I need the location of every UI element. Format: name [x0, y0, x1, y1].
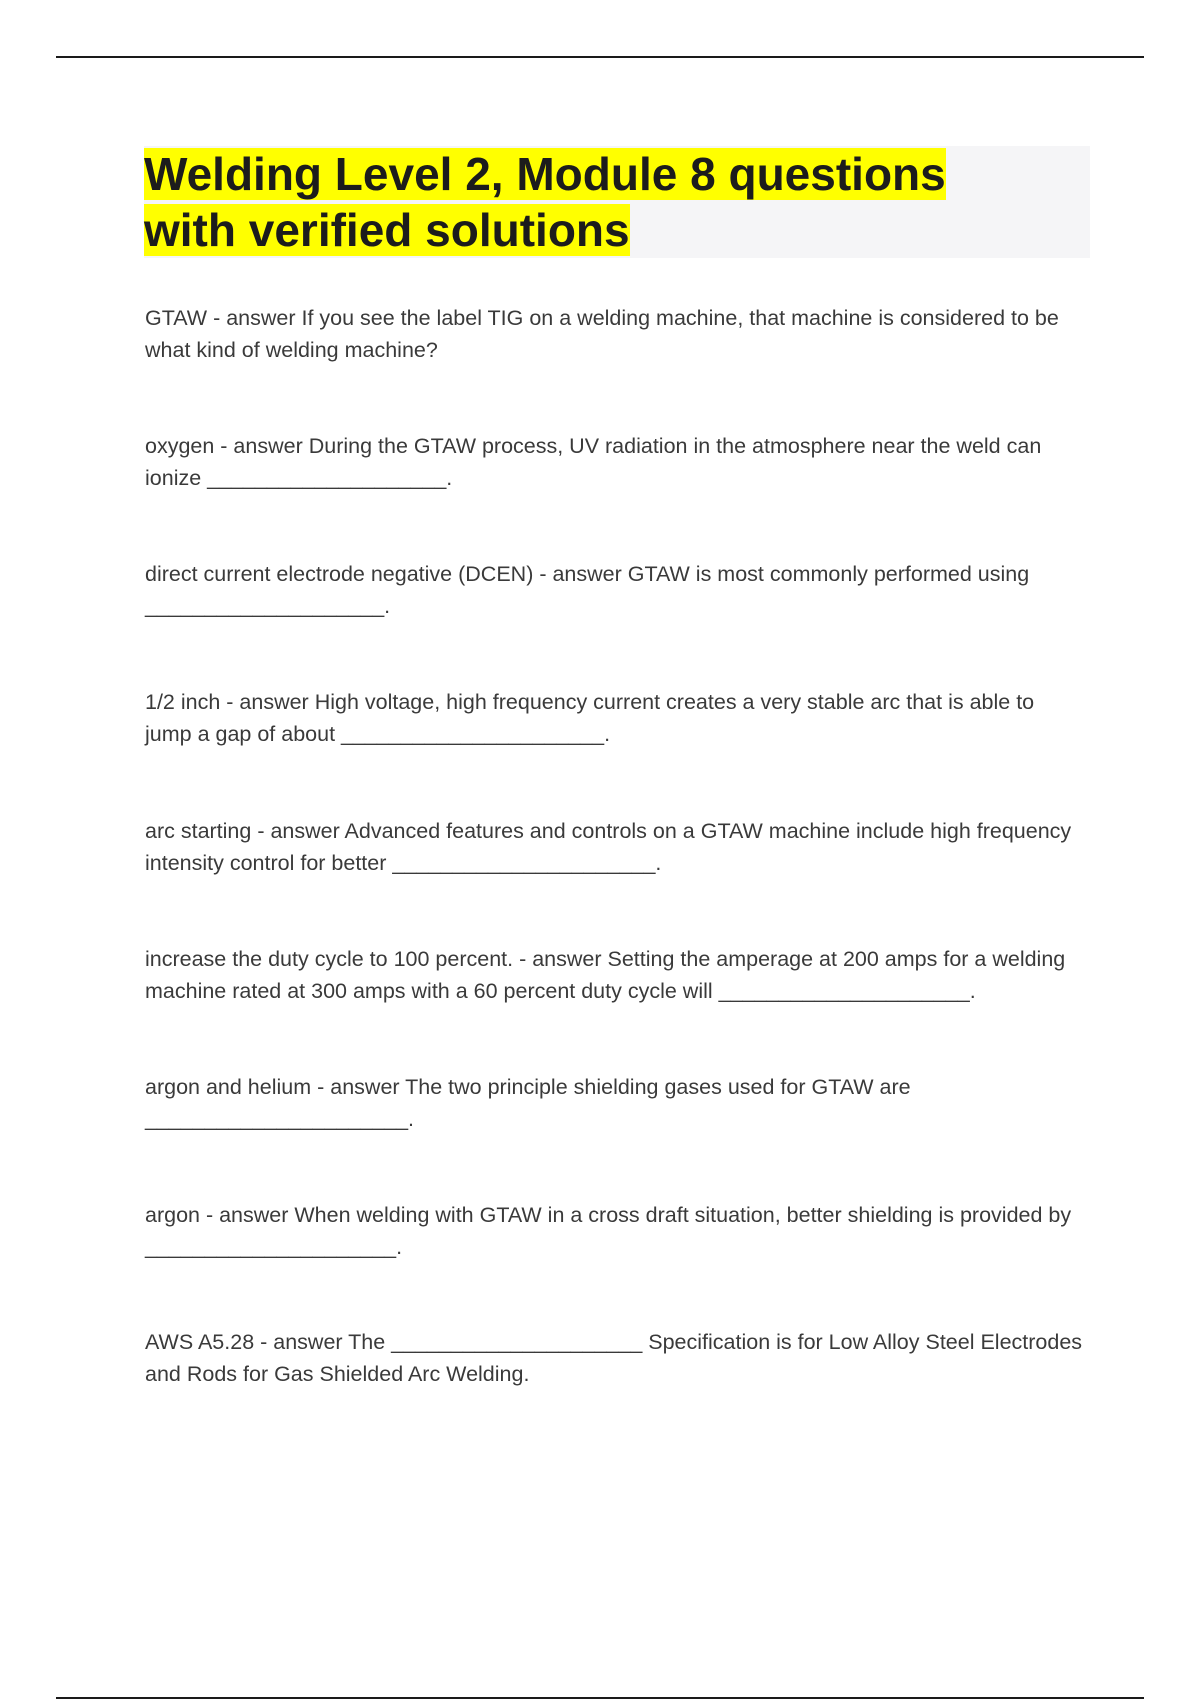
- qa-item-5: arc starting - answer Advanced features and controls on a GTAW machine include high frequency intensity control for better ______________________.: [145, 819, 1072, 875]
- title-line-2: with verified solutions: [144, 204, 630, 256]
- top-rule: [56, 56, 1144, 58]
- qa-item-8: argon - answer When welding with GTAW in a cross draft situation, better shielding is provided by _____________________.: [145, 1203, 1072, 1259]
- qa-item-4: 1/2 inch - answer High voltage, high frequency current creates a very stable arc that is able to jump a gap of about ______________________.: [145, 690, 1035, 746]
- qa-item-3: direct current electrode negative (DCEN) - answer GTAW is most commonly performed using ____________________.: [145, 562, 1030, 618]
- qa-item-2: oxygen - answer During the GTAW process, UV radiation in the atmosphere near the weld can ionize ____________________.: [145, 434, 1042, 490]
- qa-item-9: AWS A5.28 - answer The _____________________ Specification is for Low Alloy Steel Electrodes and Rods for Gas Shielded Arc Welding.: [145, 1330, 1083, 1386]
- title-block: [144, 146, 1090, 258]
- qa-item-7: argon and helium - answer The two principle shielding gases used for GTAW are ______________________.: [145, 1075, 911, 1131]
- title-line-1: Welding Level 2, Module 8 questions: [144, 148, 946, 200]
- qa-item-1: GTAW - answer If you see the label TIG on a welding machine, that machine is considered to be what kind of welding machine?: [145, 306, 1059, 362]
- qa-item-6: increase the duty cycle to 100 percent. - answer Setting the amperage at 200 amps for a welding machine rated at 300 amps with a 60 percent duty cycle will _____________________.: [145, 947, 1066, 1003]
- bottom-rule: [56, 1697, 1144, 1699]
- document-title: [144, 146, 1090, 258]
